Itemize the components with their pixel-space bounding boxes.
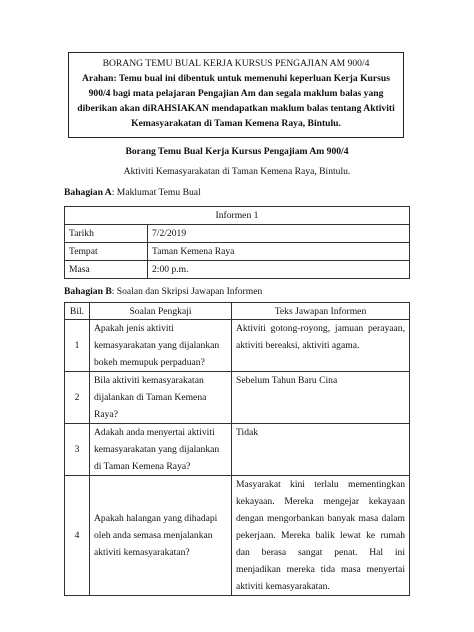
question-cell: Adakah anda menyertai aktiviti kemasyarakatan yang dijalankan di Taman Kemena Raya? bbox=[90, 424, 232, 476]
interview-info-table bbox=[64, 206, 410, 279]
table-row bbox=[65, 424, 410, 476]
header-box bbox=[68, 52, 404, 138]
section-a-title: : Maklumat Temu Bual bbox=[111, 187, 201, 198]
table-row bbox=[65, 320, 410, 372]
column-header-bil: Bil. bbox=[65, 303, 90, 320]
table-row bbox=[65, 225, 410, 243]
form-title: BORANG TEMU BUAL KERJA KURSUS PENGAJIAN AM 900/4 bbox=[102, 58, 370, 69]
table-row bbox=[65, 476, 410, 596]
column-header-question: Soalan Pengkaji bbox=[90, 303, 232, 320]
section-b-heading bbox=[64, 286, 262, 297]
info-key: Masa bbox=[65, 261, 148, 279]
section-b-title: : Soalan dan Skripsi Jawapan Informen bbox=[111, 286, 263, 297]
instructions-text: Arahan: Temu bual ini dibentuk untuk memenuhi keperluan Kerja Kursus 900/4 bagi mata pelajaran Pengajian Am dan segala maklum balas yang diberikan akan diRAHSIAKAN mendapatkan maklum balas tentang Aktiviti Kemasyarakatan di Taman Kemena Raya, Bintulu. bbox=[77, 73, 395, 129]
info-key: Tarikh bbox=[65, 225, 148, 243]
table-row bbox=[65, 261, 410, 279]
info-value: 7/2/2019 bbox=[148, 225, 410, 243]
table-row bbox=[65, 372, 410, 424]
answer-cell: Tidak bbox=[232, 424, 410, 476]
section-b-label: Bahagian B bbox=[64, 286, 112, 297]
table-row bbox=[65, 207, 410, 225]
row-number: 3 bbox=[65, 424, 90, 476]
info-value: Taman Kemena Raya bbox=[148, 243, 410, 261]
activity-title: Aktiviti Kemasyarakatan di Taman Kemena Raya, Bintulu. bbox=[123, 166, 351, 177]
table-row bbox=[65, 243, 410, 261]
answer-cell: Aktiviti gotong-royong, jamuan perayaan, aktiviti bereaksi, aktiviti agama. bbox=[232, 320, 410, 372]
row-number: 4 bbox=[65, 476, 90, 596]
informant-header: Informen 1 bbox=[65, 207, 410, 225]
info-value: 2:00 p.m. bbox=[148, 261, 410, 279]
column-header-answer: Teks Jawapan Informen bbox=[232, 303, 410, 320]
question-answer-table bbox=[64, 302, 410, 596]
section-a-heading bbox=[64, 187, 201, 198]
table-header-row bbox=[65, 303, 410, 320]
section-a-label: Bahagian A bbox=[64, 187, 112, 198]
question-cell: Bila aktiviti kemasyarakatan dijalankan di Taman Kemena Raya? bbox=[90, 372, 232, 424]
answer-cell: Masyarakat kini terlalu mementingkan kekayaan. Mereka mengejar kekayaan dengan mengorbankan banyak masa dalam pekerjaan. Mereka balik lewat ke rumah dan berasa sangat penat. Hal ini menjadikan mereka tida masa menyertai aktiviti kemasyarakatan. bbox=[232, 476, 410, 596]
question-cell: Apakah halangan yang dihadapi oleh anda semasa menjalankan aktiviti kemasyarakatan? bbox=[90, 476, 232, 596]
answer-cell: Sebelum Tahun Baru Cina bbox=[232, 372, 410, 424]
row-number: 1 bbox=[65, 320, 90, 372]
info-key: Tempat bbox=[65, 243, 148, 261]
row-number: 2 bbox=[65, 372, 90, 424]
question-cell: Apakah jenis aktiviti kemasyarakatan yang dijalankan bokeh memupuk perpaduan? bbox=[90, 320, 232, 372]
form-subtitle: Borang Temu Bual Kerja Kursus Pengajiam Am 900/4 bbox=[125, 146, 349, 157]
